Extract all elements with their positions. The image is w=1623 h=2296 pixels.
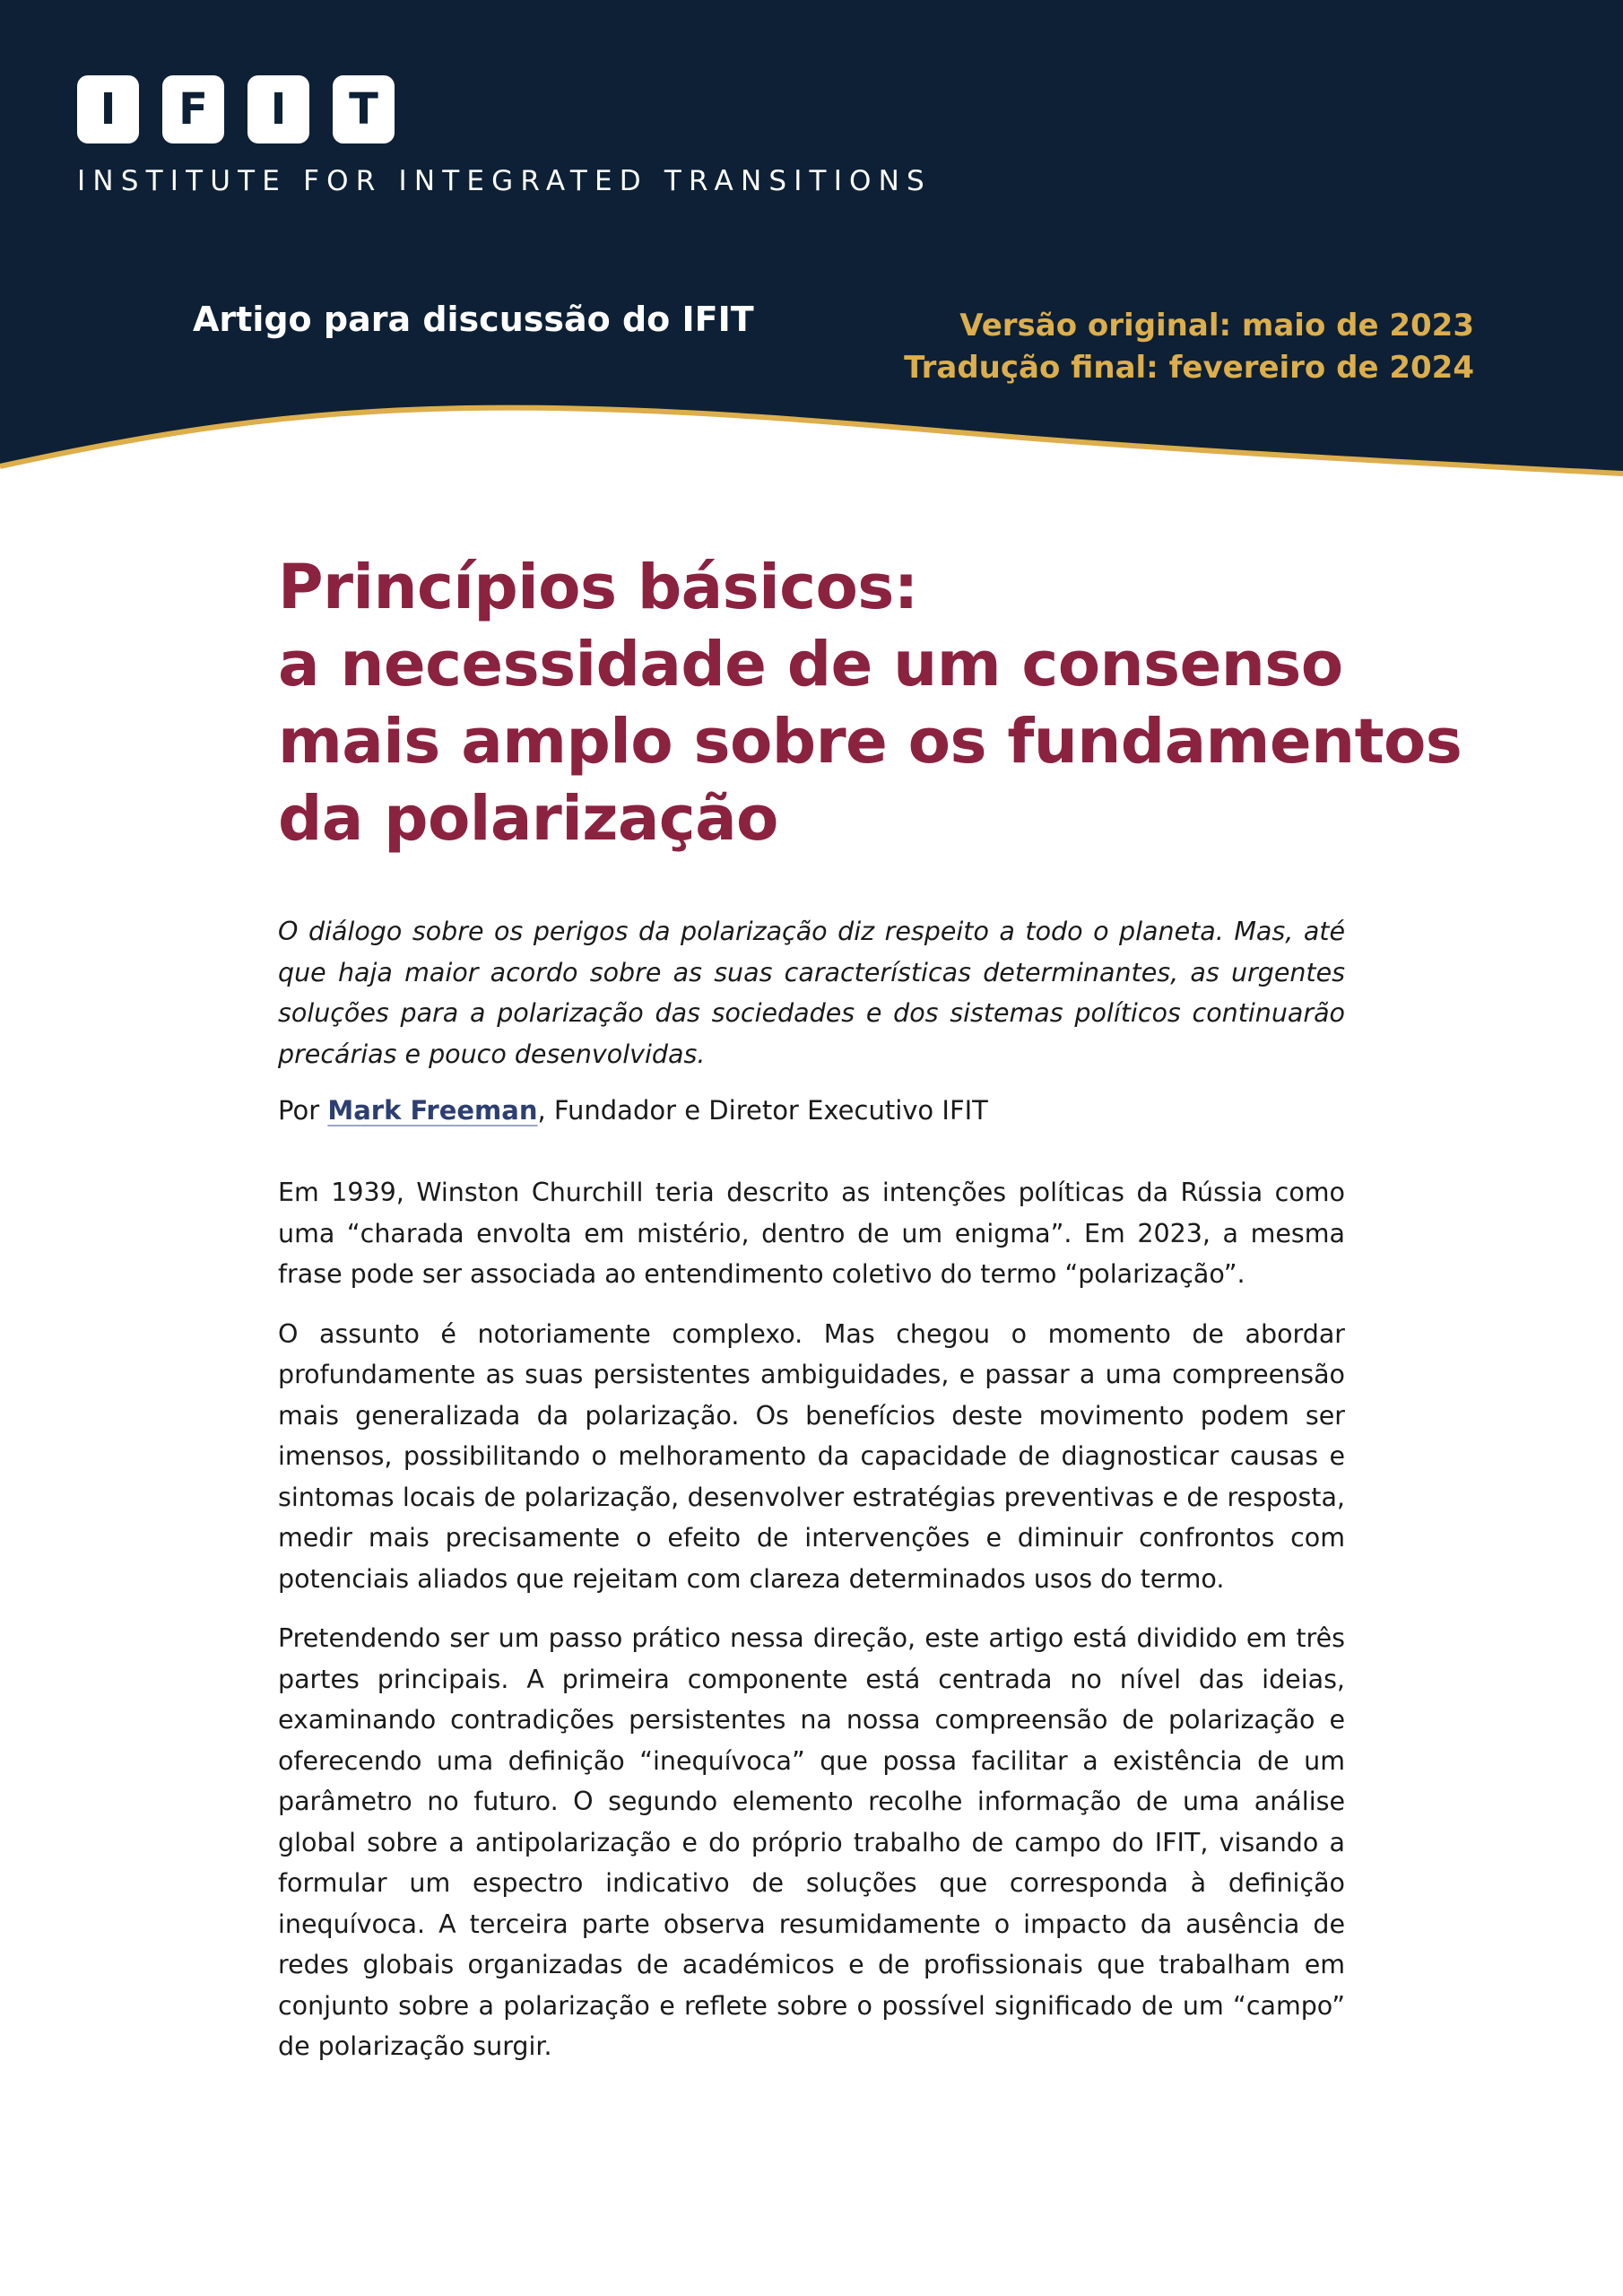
body-paragraph: Em 1939, Winston Churchill teria descrito as intenções políticas da Rússia como uma “charada envolta em mistério, dentro de um enigma”. Em 2023, a mesma frase pode ser associada ao entendimento coletivo do termo “polarização”. (278, 1178, 1345, 1289)
logo-letter-box: I (247, 75, 309, 144)
title-line: a necessidade de um consenso (278, 629, 1343, 700)
article-body (278, 911, 1345, 2067)
version-original: Versão original: maio de 2023 (959, 308, 1474, 344)
logo-letter-box: F (162, 75, 224, 144)
version-translation: Tradução final: fevereiro de 2024 (904, 350, 1474, 386)
ifit-logo (77, 75, 395, 144)
body-paragraph: Pretendendo ser um passo prático nessa direção, este artigo está dividido em três partes principais. A primeira componente está centrada no nível das ideias, examinando contradições persistentes na nossa compreensão de polarização e oferecendo uma definição “inequívoca” que possa facilitar a existência de um parâmetro no futuro. O segundo elemento recolhe informação de uma análise global sobre a antipolarização e do próprio trabalho de campo do IFIT, visando a formular um espectro indicativo de soluções que corresponda à definição inequívoca. A terceira parte observa resumidamente o impacto da ausência de redes globais organizadas de académicos e de profissionais que trabalham em conjunto sobre a polarização e reflete sobre o possível significado de um “campo” de polarização surgir. (278, 1623, 1345, 2061)
title-line: Princípios básicos: (278, 552, 918, 623)
body-paragraph: O assunto é notoriamente complexo. Mas chegou o momento de abordar profundamente as suas persistentes ambiguidades, e passar a uma compreensão mais generalizada da polarização. Os benefícios deste movimento podem ser imensos, possibilitando o melhoramento da capacidade de diagnosticar causas e sintomas locais de polarização, desenvolver estratégias preventivas e de resposta, medir mais precisamente o efeito de intervenções e diminuir confrontos com potenciais aliados que rejeitam com clareza determinados usos do termo. (278, 1318, 1345, 1594)
abstract: O diálogo sobre os perigos da polarização diz respeito a todo o planeta. Mas, até que haja maior acordo sobre as suas características determinantes, as urgentes soluções para a polarização das sociedades e dos sistemas políticos continuarão precárias e pouco desenvolvidas. (278, 917, 1345, 1069)
logo-letter-box: I (77, 75, 139, 144)
title-line: mais amplo sobre os fundamentos (278, 706, 1462, 778)
byline-role: , Fundador e Diretor Executivo IFIT (537, 1095, 988, 1126)
header-banner (0, 0, 1623, 484)
logo-letter-box: T (333, 75, 395, 144)
author-link[interactable]: Mark Freeman (327, 1095, 538, 1126)
title-line: da polarização (278, 783, 778, 855)
article-title (278, 549, 1462, 857)
byline-prefix: Por (278, 1095, 328, 1126)
version-info (904, 305, 1474, 389)
header-wave-background (0, 0, 1623, 484)
institute-name: INSTITUTE FOR INTEGRATED TRANSITIONS (77, 165, 932, 197)
series-label: Artigo para discussão do IFIT (193, 300, 754, 339)
byline (278, 1091, 1345, 1131)
